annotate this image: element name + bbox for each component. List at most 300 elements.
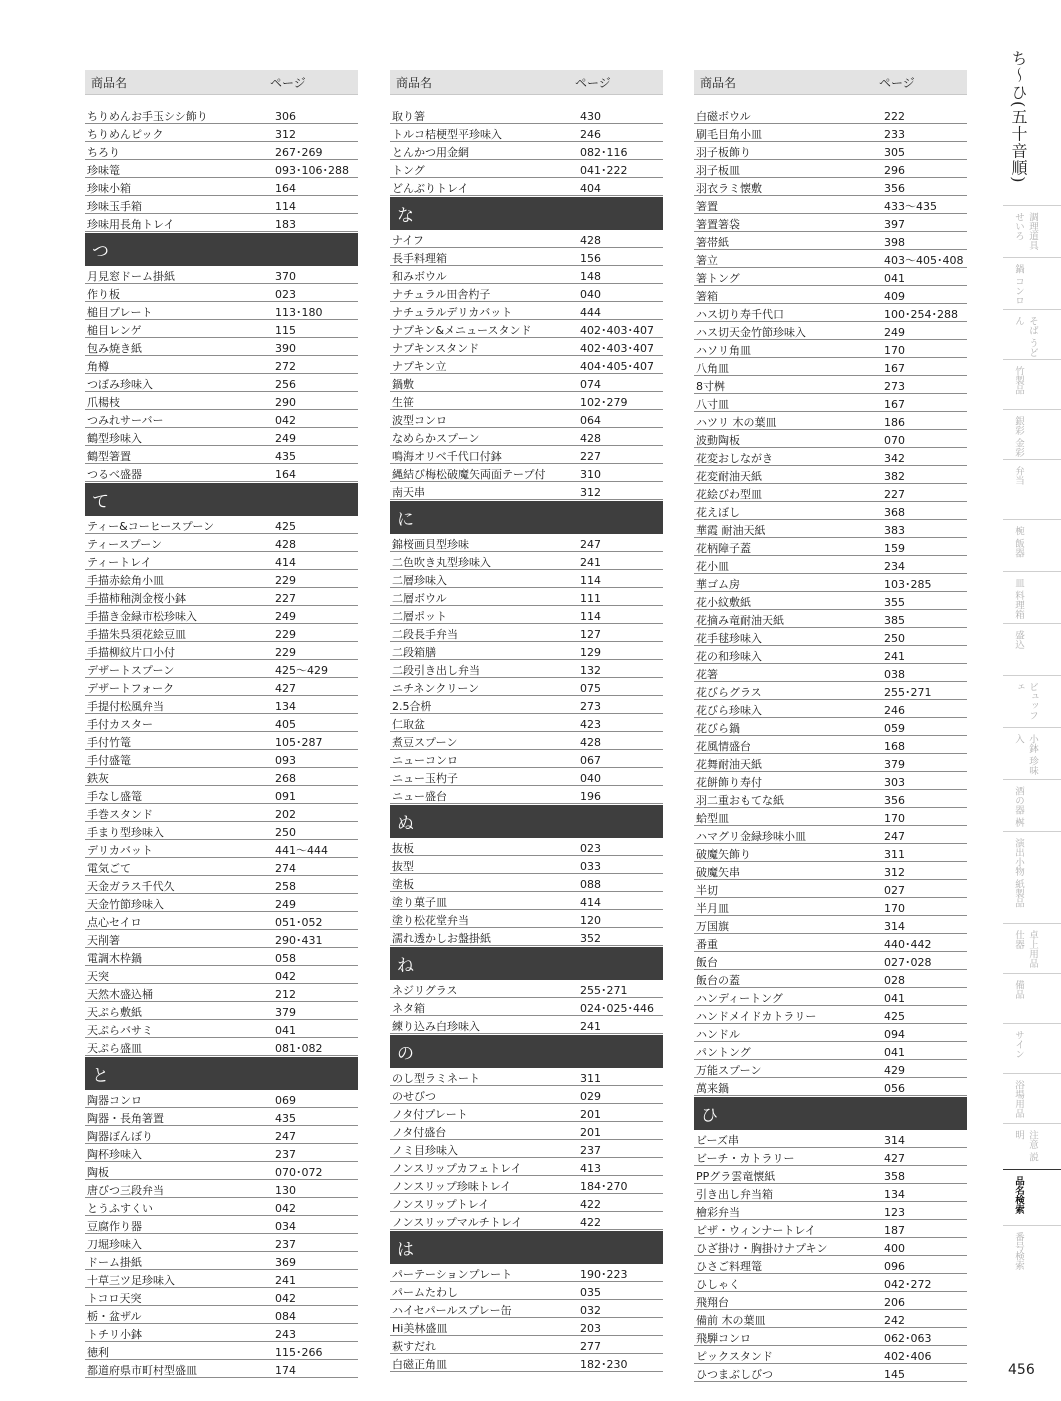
product-name: 手提付松風弁当 bbox=[87, 700, 164, 713]
product-name: ティートレイ bbox=[87, 556, 152, 569]
index-row bbox=[390, 768, 663, 786]
page-ref: 274 bbox=[275, 862, 296, 875]
product-name: ニュー玉杓子 bbox=[392, 772, 458, 785]
page-ref: 427 bbox=[275, 682, 296, 695]
page-ref: 268 bbox=[275, 772, 296, 785]
index-row bbox=[390, 534, 663, 552]
index-row bbox=[694, 1364, 967, 1382]
product-name: 花びら珍味入 bbox=[696, 704, 762, 717]
product-name: 羽衣ラミ懐敷 bbox=[696, 182, 762, 195]
page-ref: 397 bbox=[884, 218, 905, 231]
page-ref: 440･442 bbox=[884, 938, 932, 951]
sidebar-tab[interactable] bbox=[1003, 779, 1061, 831]
product-name: ノミ目珍味入 bbox=[392, 1144, 458, 1157]
index-row bbox=[85, 768, 358, 786]
index-row bbox=[694, 898, 967, 916]
product-name: 天ぷらバサミ bbox=[87, 1024, 153, 1037]
page-ref: 383 bbox=[884, 524, 905, 537]
page-ref: 355 bbox=[884, 596, 905, 609]
page-ref: 303 bbox=[884, 776, 905, 789]
sidebar-tab[interactable] bbox=[1003, 1169, 1061, 1225]
column-header bbox=[694, 70, 967, 95]
page-ref: 174 bbox=[275, 1364, 296, 1377]
index-row bbox=[694, 340, 967, 358]
page-ref: 041 bbox=[884, 992, 905, 1005]
index-row bbox=[85, 1270, 358, 1288]
product-name: 和みボウル bbox=[392, 270, 447, 283]
sidebar-tabs bbox=[1003, 205, 1061, 1285]
index-row bbox=[85, 1288, 358, 1306]
page-ref: 237 bbox=[580, 1144, 601, 1157]
index-row bbox=[390, 124, 663, 142]
page-ref: 094 bbox=[884, 1028, 905, 1041]
index-row bbox=[694, 304, 967, 322]
product-name: のせびつ bbox=[392, 1090, 436, 1103]
product-name: ハツリ 木の葉皿 bbox=[696, 416, 777, 429]
index-row bbox=[390, 750, 663, 768]
page-ref: 093 bbox=[275, 754, 296, 767]
index-row bbox=[390, 464, 663, 482]
page-ref: 148 bbox=[580, 270, 601, 283]
index-row bbox=[694, 628, 967, 646]
index-row bbox=[694, 142, 967, 160]
product-name: 手まり型珍味入 bbox=[87, 826, 164, 839]
page-ref: 273 bbox=[580, 700, 601, 713]
index-row bbox=[390, 980, 663, 998]
page-ref: 249 bbox=[275, 610, 296, 623]
index-row bbox=[85, 446, 358, 464]
section-heading: に bbox=[390, 501, 663, 534]
product-name: 錦桜画貝型珍味 bbox=[392, 538, 469, 551]
product-name: ビーチ・カトラリー bbox=[696, 1152, 795, 1165]
page-ref: 040 bbox=[580, 288, 601, 301]
index-row bbox=[85, 124, 358, 142]
index-row bbox=[390, 178, 663, 196]
page-ref: 422 bbox=[580, 1216, 601, 1229]
index-row bbox=[694, 844, 967, 862]
product-name: 濡れ透かしお盤掛紙 bbox=[392, 932, 491, 945]
index-row bbox=[85, 588, 358, 606]
product-name: ひざ掛け・胸掛けナプキン bbox=[696, 1242, 828, 1255]
index-row bbox=[85, 930, 358, 948]
product-name: 花手毬珍味入 bbox=[696, 632, 762, 645]
page-ref: 100･254･288 bbox=[884, 308, 958, 321]
index-row bbox=[390, 142, 663, 160]
index-row bbox=[390, 1158, 663, 1176]
sidebar-tab-label: 演出小物 紙製品 bbox=[1013, 838, 1024, 908]
sidebar-tab[interactable] bbox=[1003, 359, 1061, 409]
index-row bbox=[85, 392, 358, 410]
page-ref: 249 bbox=[884, 326, 905, 339]
index-row bbox=[390, 302, 663, 320]
page-ref: 356 bbox=[884, 182, 905, 195]
index-row bbox=[85, 516, 358, 534]
page-ref: 041 bbox=[884, 1046, 905, 1059]
page-ref: 312 bbox=[275, 128, 296, 141]
page-ref: 242 bbox=[884, 1314, 905, 1327]
index-column-3 bbox=[694, 70, 967, 1382]
index-row bbox=[390, 374, 663, 392]
index-row bbox=[390, 624, 663, 642]
product-name: 飛騨コンロ bbox=[696, 1332, 751, 1345]
page-ref: 398 bbox=[884, 236, 905, 249]
product-name: 槌目プレート bbox=[87, 306, 153, 319]
product-name: 爪楊枝 bbox=[87, 396, 120, 409]
product-name: 破魔矢串 bbox=[696, 866, 740, 879]
page-ref: 296 bbox=[884, 164, 905, 177]
product-name: トルコ桔梗型平珍味入 bbox=[392, 128, 502, 141]
product-name: 華霞 耐油天紙 bbox=[696, 524, 766, 537]
index-row bbox=[85, 214, 358, 232]
index-row bbox=[694, 934, 967, 952]
product-name: 手付カスター bbox=[87, 718, 153, 731]
page-ref: 414 bbox=[275, 556, 296, 569]
index-row bbox=[694, 880, 967, 898]
index-row bbox=[694, 970, 967, 988]
page-ref: 237 bbox=[275, 1148, 296, 1161]
sidebar-tab[interactable] bbox=[1003, 257, 1061, 309]
index-row bbox=[390, 392, 663, 410]
sidebar-tab[interactable] bbox=[1003, 459, 1061, 519]
product-name: 花箸 bbox=[696, 668, 718, 681]
page-ref: 164 bbox=[275, 468, 296, 481]
page-ref: 081･082 bbox=[275, 1042, 323, 1055]
index-row bbox=[694, 286, 967, 304]
index-row bbox=[694, 1042, 967, 1060]
sidebar-tab-label: 竹製品 bbox=[1013, 366, 1024, 395]
product-name: 八寸皿 bbox=[696, 398, 729, 411]
product-name: 珍味用長角トレイ bbox=[87, 218, 175, 231]
product-name: 花えぼし bbox=[696, 506, 740, 519]
index-row bbox=[85, 1216, 358, 1234]
column-header bbox=[390, 70, 663, 95]
page-ref: 312 bbox=[580, 486, 601, 499]
page-ref: 201 bbox=[580, 1126, 601, 1139]
index-row bbox=[390, 356, 663, 374]
page-ref: 059 bbox=[884, 722, 905, 735]
index-row bbox=[390, 1016, 663, 1034]
sidebar-tab-label: 品名検索 bbox=[1013, 1176, 1024, 1214]
sidebar-tab[interactable] bbox=[1003, 409, 1061, 459]
product-name: 手なし盛篭 bbox=[87, 790, 142, 803]
page-ref: 093･106･288 bbox=[275, 164, 349, 177]
index-row bbox=[85, 1252, 358, 1270]
page-ref: 206 bbox=[884, 1296, 905, 1309]
index-row bbox=[390, 588, 663, 606]
product-name: 電気ごて bbox=[87, 862, 131, 875]
index-column-2 bbox=[390, 70, 663, 1372]
page-ref: 038 bbox=[884, 668, 905, 681]
page-ref: 196 bbox=[580, 790, 601, 803]
index-row bbox=[85, 858, 358, 876]
index-row bbox=[85, 1360, 358, 1378]
page-ref: 435 bbox=[275, 1112, 296, 1125]
sidebar-index bbox=[1003, 50, 1061, 1285]
product-name: ニュー盛台 bbox=[392, 790, 447, 803]
product-name: 鶴型珍味入 bbox=[87, 432, 142, 445]
sidebar-tab[interactable] bbox=[1003, 1023, 1061, 1073]
index-row bbox=[85, 642, 358, 660]
product-name: トコロ天突 bbox=[87, 1292, 142, 1305]
page-ref: 249 bbox=[275, 432, 296, 445]
product-name: 塗り松花堂弁当 bbox=[392, 914, 469, 927]
sidebar-tab[interactable] bbox=[1003, 1225, 1061, 1285]
product-name: パームたわし bbox=[392, 1286, 458, 1299]
index-row bbox=[694, 520, 967, 538]
sidebar-tab[interactable] bbox=[1003, 1073, 1061, 1123]
index-row bbox=[694, 556, 967, 574]
product-name: 二段引き出し弁当 bbox=[392, 664, 480, 677]
product-name: 豆腐作り器 bbox=[87, 1220, 142, 1233]
page-ref: 435 bbox=[275, 450, 296, 463]
product-name: ハマグリ金緑珍味小皿 bbox=[696, 830, 806, 843]
index-row bbox=[85, 196, 358, 214]
index-row bbox=[694, 358, 967, 376]
product-name: 南天串 bbox=[392, 486, 425, 499]
index-row bbox=[694, 664, 967, 682]
index-row bbox=[390, 266, 663, 284]
index-row bbox=[694, 322, 967, 340]
product-name: 二色吹き丸型珍味入 bbox=[392, 556, 491, 569]
product-name: 箸置箸袋 bbox=[696, 218, 740, 231]
product-name: 唐びつ三段弁当 bbox=[87, 1184, 164, 1197]
page-ref: 159 bbox=[884, 542, 905, 555]
product-name: 取り箸 bbox=[392, 110, 425, 123]
page-ref: 227 bbox=[884, 488, 905, 501]
page-ref: 184･270 bbox=[580, 1180, 628, 1193]
page-ref: 356 bbox=[884, 794, 905, 807]
page-ref: 115 bbox=[275, 324, 296, 337]
product-name: ノタ付プレート bbox=[392, 1108, 468, 1121]
product-name: 手付盛篭 bbox=[87, 754, 131, 767]
sidebar-tab[interactable] bbox=[1003, 309, 1061, 359]
page-ref: 040 bbox=[580, 772, 601, 785]
page-ref: 430 bbox=[580, 110, 601, 123]
index-row bbox=[85, 338, 358, 356]
sidebar-tab-label: 調理道具 せいろ bbox=[1013, 212, 1038, 250]
product-name: つみれサーバー bbox=[87, 414, 164, 427]
product-name: 天ぷら敷紙 bbox=[87, 1006, 142, 1019]
product-name: どんぶりトレイ bbox=[392, 182, 469, 195]
sidebar-tab[interactable] bbox=[1003, 727, 1061, 779]
page-ref: 190･223 bbox=[580, 1268, 628, 1281]
page-number: 456 bbox=[1008, 1362, 1035, 1378]
index-row bbox=[85, 840, 358, 858]
index-row bbox=[390, 714, 663, 732]
product-name: ハンドル bbox=[696, 1028, 740, 1041]
page-ref: 042 bbox=[275, 414, 296, 427]
page-ref: 428 bbox=[580, 234, 601, 247]
index-row bbox=[85, 750, 358, 768]
index-row bbox=[390, 446, 663, 464]
page-ref: 042･272 bbox=[884, 1278, 932, 1291]
product-name: 飯台 bbox=[696, 956, 718, 969]
page-ref: 035 bbox=[580, 1286, 601, 1299]
page-ref: 091 bbox=[275, 790, 296, 803]
index-row bbox=[390, 1104, 663, 1122]
index-row bbox=[85, 552, 358, 570]
page-ref: 170 bbox=[884, 902, 905, 915]
page-ref: 402･406 bbox=[884, 1350, 932, 1363]
index-row bbox=[694, 502, 967, 520]
page-ref: 203 bbox=[580, 1322, 601, 1335]
product-name: 羽二重おもてな紙 bbox=[696, 794, 784, 807]
page-ref: 314 bbox=[884, 1134, 905, 1147]
sidebar-tab[interactable] bbox=[1003, 675, 1061, 727]
index-row bbox=[390, 410, 663, 428]
product-name: 塗板 bbox=[392, 878, 414, 891]
product-name: 羽子板皿 bbox=[696, 164, 740, 177]
page-ref: 042 bbox=[275, 1202, 296, 1215]
product-name: 檜彩弁当 bbox=[696, 1206, 740, 1219]
index-row bbox=[390, 320, 663, 338]
page-ref: 405 bbox=[275, 718, 296, 731]
index-row bbox=[390, 230, 663, 248]
index-row bbox=[85, 822, 358, 840]
page-ref: 041 bbox=[275, 1024, 296, 1037]
page-ref: 255･271 bbox=[884, 686, 932, 699]
page-ref: 379 bbox=[275, 1006, 296, 1019]
product-name: 陶器ぼんぼり bbox=[87, 1130, 153, 1143]
product-name: トング bbox=[392, 164, 425, 177]
page-ref: 202 bbox=[275, 808, 296, 821]
product-name: 花小皿 bbox=[696, 560, 729, 573]
product-name: ナチュラル田舎杓子 bbox=[392, 288, 491, 301]
index-row bbox=[85, 570, 358, 588]
sidebar-tab[interactable] bbox=[1003, 571, 1061, 623]
sidebar-tab[interactable] bbox=[1003, 623, 1061, 675]
page-ref: 368 bbox=[884, 506, 905, 519]
header-name-label: 商品名 bbox=[91, 75, 128, 90]
index-row bbox=[85, 284, 358, 302]
index-row bbox=[85, 786, 358, 804]
page-ref: 241 bbox=[275, 1274, 296, 1287]
product-name: 花変おしながき bbox=[696, 452, 773, 465]
product-name: 二段箱膳 bbox=[392, 646, 436, 659]
page-ref: 234 bbox=[884, 560, 905, 573]
index-row bbox=[694, 1238, 967, 1256]
sidebar-tab-label: 皿 料理箱 bbox=[1013, 578, 1024, 620]
index-row bbox=[694, 412, 967, 430]
product-name: つるべ盛器 bbox=[87, 468, 142, 481]
product-name: 手描朱呉須花絵豆皿 bbox=[87, 628, 186, 641]
index-row bbox=[85, 1306, 358, 1324]
product-name: 花餅飾り寿付 bbox=[696, 776, 762, 789]
product-name: 包み焼き紙 bbox=[87, 342, 142, 355]
index-row bbox=[694, 1256, 967, 1274]
page-ref: 425 bbox=[884, 1010, 905, 1023]
index-row bbox=[694, 790, 967, 808]
section-heading: と bbox=[85, 1057, 358, 1090]
product-name: ノタ付盛台 bbox=[392, 1126, 447, 1139]
product-name: 半月皿 bbox=[696, 902, 729, 915]
index-row bbox=[390, 786, 663, 804]
index-row bbox=[85, 1162, 358, 1180]
index-row bbox=[694, 394, 967, 412]
page-ref: 123 bbox=[884, 1206, 905, 1219]
index-row bbox=[85, 966, 358, 984]
index-row bbox=[694, 1166, 967, 1184]
sidebar-tab-label: ビュッフェ bbox=[1013, 682, 1038, 720]
sidebar-tab-label: 椀 飯器 bbox=[1013, 526, 1024, 558]
product-name: 珍味玉手箱 bbox=[87, 200, 142, 213]
index-row bbox=[694, 430, 967, 448]
index-row bbox=[85, 1144, 358, 1162]
sidebar-tab[interactable] bbox=[1003, 205, 1061, 257]
page-ref: 070･072 bbox=[275, 1166, 323, 1179]
index-row bbox=[694, 178, 967, 196]
product-name: 波型コンロ bbox=[392, 414, 447, 427]
product-name: 8寸桝 bbox=[696, 380, 725, 393]
index-row bbox=[390, 338, 663, 356]
index-row bbox=[85, 696, 358, 714]
product-name: 天金ガラス千代久 bbox=[87, 880, 175, 893]
sidebar-tab[interactable] bbox=[1003, 923, 1061, 973]
page-ref: 258 bbox=[275, 880, 296, 893]
product-name: デザートスプーン bbox=[87, 664, 175, 677]
page-ref: 402･403･407 bbox=[580, 342, 654, 355]
index-row bbox=[694, 376, 967, 394]
product-name: デザートフォーク bbox=[87, 682, 175, 695]
product-name: つぼみ珍味入 bbox=[87, 378, 153, 391]
sidebar-tab[interactable] bbox=[1003, 1123, 1061, 1169]
index-row bbox=[85, 302, 358, 320]
product-name: 角樽 bbox=[87, 360, 109, 373]
index-row bbox=[85, 178, 358, 196]
page-ref: 129 bbox=[580, 646, 601, 659]
index-row bbox=[390, 732, 663, 750]
product-name: 作り板 bbox=[87, 288, 120, 301]
page-ref: 075 bbox=[580, 682, 601, 695]
product-name: ネタ箱 bbox=[392, 1002, 425, 1015]
sidebar-tab-label: 鍋 コンロ bbox=[1013, 264, 1024, 306]
index-row bbox=[390, 910, 663, 928]
page-ref: 227 bbox=[275, 592, 296, 605]
index-row bbox=[85, 732, 358, 750]
index-row bbox=[85, 1126, 358, 1144]
index-row bbox=[390, 1086, 663, 1104]
page-ref: 379 bbox=[884, 758, 905, 771]
page-ref: 428 bbox=[580, 432, 601, 445]
index-row bbox=[694, 592, 967, 610]
page-ref: 170 bbox=[884, 344, 905, 357]
index-row bbox=[390, 1068, 663, 1086]
product-name: 二層ポット bbox=[392, 610, 447, 623]
page-ref: 058 bbox=[275, 952, 296, 965]
page-ref: 027･028 bbox=[884, 956, 932, 969]
page-ref: 413 bbox=[580, 1162, 601, 1175]
page-ref: 314 bbox=[884, 920, 905, 933]
index-row bbox=[390, 874, 663, 892]
sidebar-tab[interactable] bbox=[1003, 831, 1061, 923]
page-ref: 433〜435 bbox=[884, 200, 937, 213]
index-row bbox=[694, 1274, 967, 1292]
section-heading: ぬ bbox=[390, 805, 663, 838]
product-name: 陶杯珍味入 bbox=[87, 1148, 142, 1161]
index-row bbox=[390, 570, 663, 588]
page-ref: 370 bbox=[275, 270, 296, 283]
sidebar-tab[interactable] bbox=[1003, 973, 1061, 1023]
product-name: ちりめんお手玉シシ飾り bbox=[87, 110, 208, 123]
page-ref: 444 bbox=[580, 306, 601, 319]
page-ref: 403〜405･408 bbox=[884, 254, 964, 267]
page-ref: 032 bbox=[580, 1304, 601, 1317]
index-row bbox=[694, 1148, 967, 1166]
product-name: 花の和珍味入 bbox=[696, 650, 762, 663]
sidebar-tab[interactable] bbox=[1003, 519, 1061, 571]
section-heading: て bbox=[85, 483, 358, 516]
product-name: 天然木盛込桶 bbox=[87, 988, 153, 1001]
